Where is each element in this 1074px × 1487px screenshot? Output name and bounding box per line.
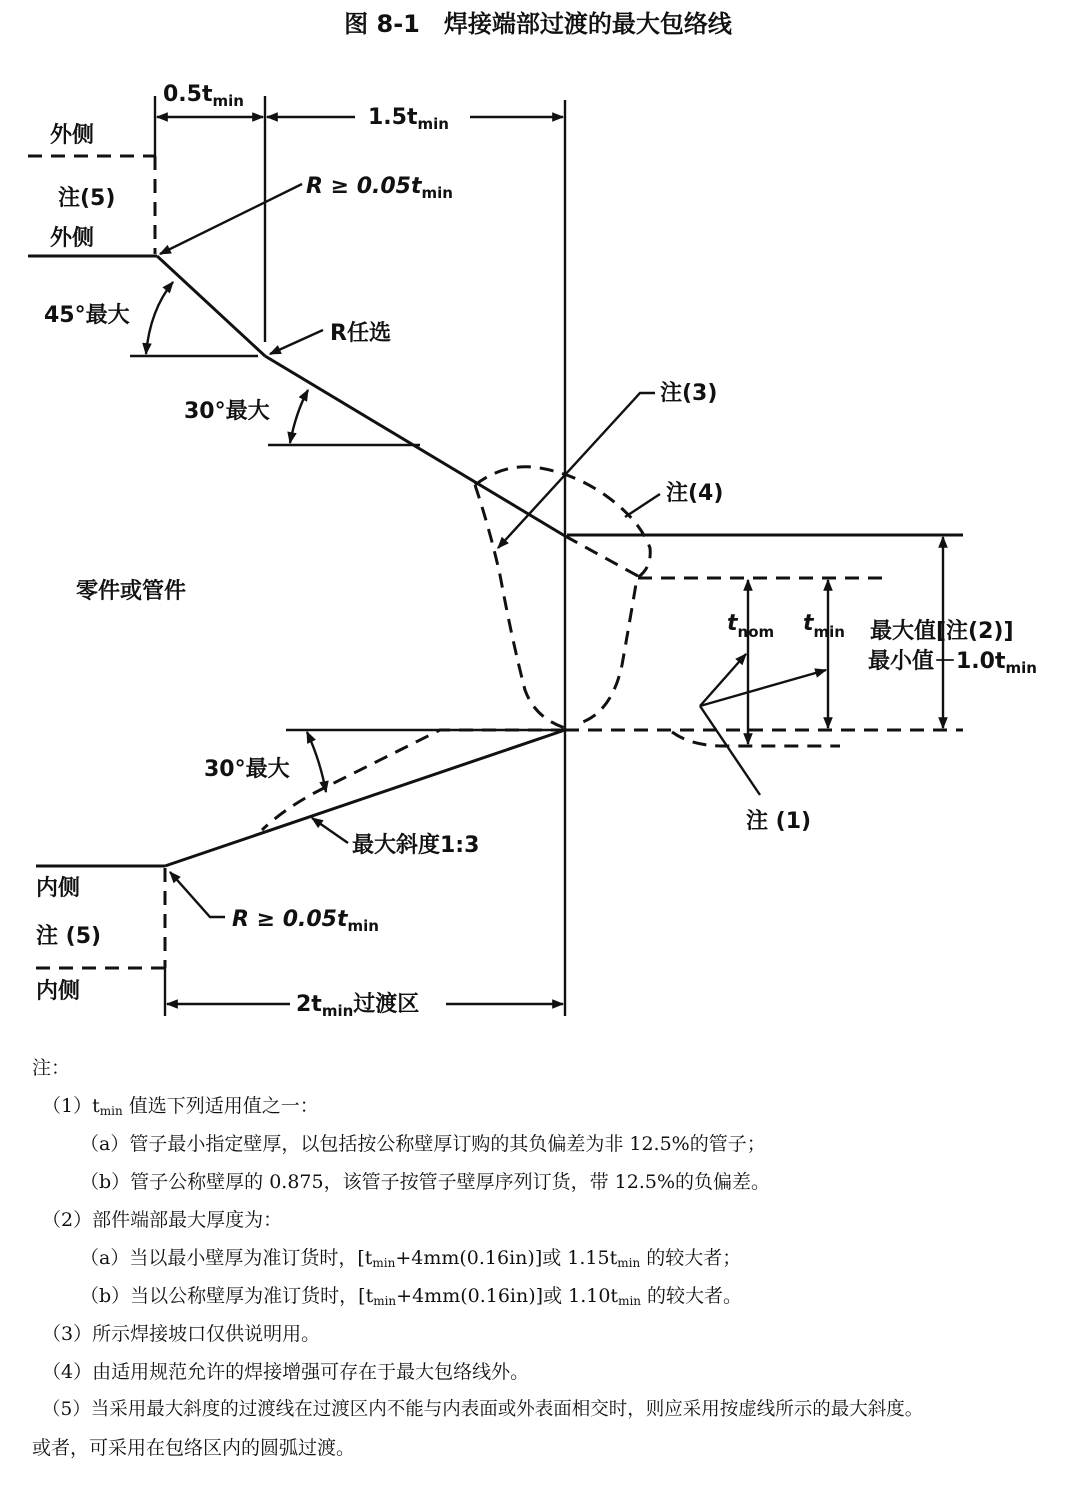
- label-note4: 注(4): [666, 481, 724, 506]
- notes-heading: 注：: [32, 1057, 71, 1079]
- note-2a: （a）当以最小壁厚为准订货时，$[t_{min}+4mm(0.16in)]$或 $1.15t_{min}$ 的较大者；: [80, 1247, 742, 1270]
- label-angle30-top: 30°最大: [184, 399, 270, 424]
- note-1a: （a）管子最小指定壁厚，以包括按公称壁厚订购的其负偏差为非 12.5%的管子；: [80, 1133, 766, 1155]
- label-r-min-bottom: $R \ge 0.05t_{min}$: [232, 907, 379, 935]
- taper-45: [157, 256, 265, 356]
- notes-section: [32, 1054, 1062, 1472]
- label-max-value: 最大值[注(2)]: [870, 619, 1014, 644]
- angle30-top-arc: [290, 390, 308, 443]
- label-t-min: $t_{min}$: [803, 611, 845, 641]
- figure-title: 图 8-1 焊接端部过渡的最大包络线: [344, 10, 732, 38]
- label-outside-bottom: 外侧: [50, 226, 95, 251]
- leader-note1-c: [700, 706, 760, 795]
- label-transition: $2t_{min}$过渡区: [296, 992, 420, 1020]
- label-angle45: 45°最大: [44, 303, 130, 328]
- leader-note3: [498, 393, 655, 548]
- label-angle30-bottom: 30°最大: [204, 757, 290, 782]
- label-max-slope: 最大斜度1:3: [352, 833, 480, 858]
- weld-envelope-outer: [475, 485, 565, 728]
- label-note5-bottom: 注 (5): [36, 924, 102, 949]
- label-note1: 注 (1): [746, 809, 812, 834]
- note-4: （4）由适用规范允许的焊接增强可存在于最大包络线外。: [42, 1361, 530, 1383]
- dim-label-0.5t: $0.5t_{min}$: [163, 82, 244, 110]
- note-1b: （b）管子公称壁厚的 0.875，该管子按管子壁厚序列订货，带 12.5%的负偏差。: [80, 1171, 770, 1193]
- note-1: $(1)t_{min}$ 值选下列适用值之一：: [42, 1095, 319, 1118]
- label-r-optional: R任选: [330, 321, 391, 346]
- note-2b: （b）当以公称壁厚为准订货时，$[t_{min}+4mm(0.16in)]$或 $1.10t_{min}$ 的较大者。: [80, 1285, 743, 1308]
- leader-max-slope: [312, 818, 348, 843]
- weld-bottom-dash: [672, 732, 840, 746]
- label-note3: 注(3): [660, 381, 718, 406]
- note-3: （3）所示焊接坡口仅供说明用。: [42, 1323, 321, 1345]
- dim-label-1.5t: $1.5t_{min}$: [368, 105, 449, 133]
- note-5b: 或者，可采用在包络区内的圆弧过渡。: [32, 1437, 356, 1459]
- leader-r-bottom: [170, 872, 225, 917]
- label-inside-bottom: 内侧: [36, 979, 81, 1004]
- label-r-min-top: $R \ge 0.05t_{min}$: [306, 174, 453, 202]
- label-min-value: 最小值$-1.0t_{min}$: [868, 649, 1037, 677]
- leader-note1-b: [700, 670, 826, 706]
- note-5: （5）当采用最大斜度的过渡线在过渡区内不能与内表面或外表面相交时，则应采用按虚线所示的最大斜度。: [42, 1399, 924, 1420]
- angle45-arc: [146, 282, 173, 354]
- label-note5-top: 注(5): [58, 186, 116, 211]
- weld-groove-upper: [565, 536, 638, 576]
- angle30-bottom-arc: [307, 732, 326, 792]
- leader-r-optional: [270, 330, 323, 354]
- leader-r-top: [160, 184, 302, 254]
- label-outside-top: 外侧: [50, 123, 95, 148]
- label-inside-top: 内侧: [36, 876, 81, 901]
- label-part: 零件或管件: [76, 579, 187, 604]
- weld-envelope-left: [475, 467, 650, 723]
- leader-note4: [625, 494, 660, 517]
- label-t-nom: $t_{nom}$: [727, 611, 775, 641]
- note-2: （2）部件端部最大厚度为：: [42, 1209, 283, 1231]
